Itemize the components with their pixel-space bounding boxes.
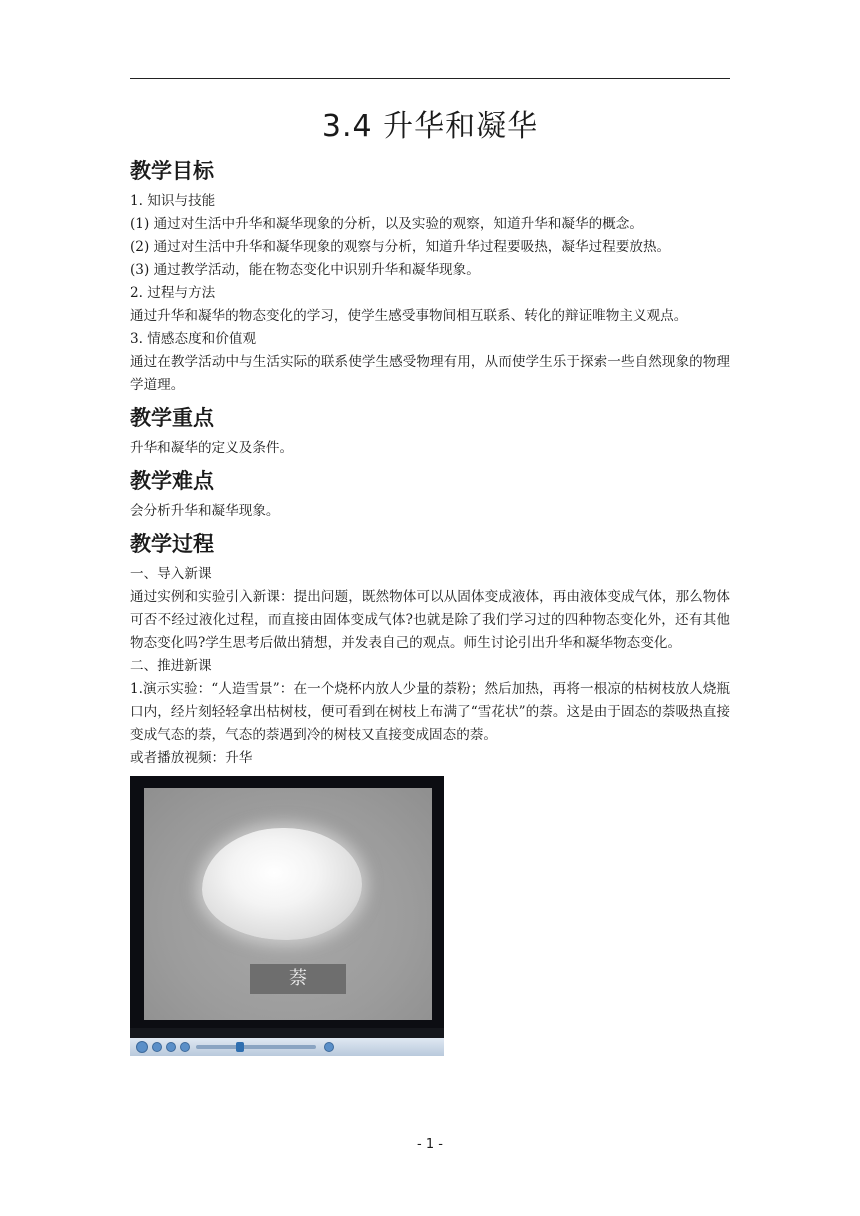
volume-icon[interactable]	[324, 1042, 334, 1052]
video-screenshot	[130, 776, 444, 1056]
video-caption: 萘	[250, 964, 346, 994]
goals-line: 2. 过程与方法	[130, 285, 216, 301]
video-frame	[144, 788, 432, 1020]
naphthalene-pile-image	[202, 828, 362, 940]
prev-icon[interactable]	[166, 1042, 176, 1052]
difficulties-text: 会分析升华和凝华现象。	[130, 503, 280, 519]
goals-line: (1) 通过对生活中升华和凝华现象的分析，以及实验的观察，知道升华和凝华的概念。	[130, 216, 643, 232]
goals-line: (2) 通过对生活中升华和凝华现象的观察与分析，知道升华过程要吸热，凝华过程要放热。	[130, 239, 671, 255]
process-line: 通过实例和实验引入新课：提出问题，既然物体可以从固体变成液体，再由液体变成气体，那么物体可否不经过液化过程，而直接由固体变成气体?也就是除了我们学习过的四种物态变化外，还有其他物态变化吗?学生思考后做出猜想，并发表自己的观点。师生讨论引出升华和凝华物态变化。	[130, 589, 730, 651]
next-icon[interactable]	[180, 1042, 190, 1052]
process-line: 或者播放视频：升华	[130, 750, 253, 766]
goals-line: 通过在教学活动中与生活实际的联系使学生感受物理有用，从而使学生乐于探索一些自然现象的物理学道理。	[130, 354, 730, 393]
page-number: - 1 -	[417, 1137, 443, 1152]
process-line: 二、推进新课	[130, 658, 212, 674]
play-icon[interactable]	[136, 1041, 148, 1053]
goals-line: 3. 情感态度和价值观	[130, 331, 257, 347]
heading-key-points: 教学重点	[130, 406, 214, 430]
goals-line: 1. 知识与技能	[130, 193, 216, 209]
heading-goals: 教学目标	[130, 159, 214, 183]
player-status-bar	[130, 1028, 444, 1038]
key-points-text: 升华和凝华的定义及条件。	[130, 440, 294, 456]
player-controls	[130, 1038, 444, 1056]
heading-process: 教学过程	[130, 532, 214, 556]
header-rule	[130, 78, 730, 79]
stop-icon[interactable]	[152, 1042, 162, 1052]
goals-line: 通过升华和凝华的物态变化的学习，使学生感受事物间相互联系、转化的辩证唯物主义观点。	[130, 308, 688, 324]
goals-line: (3) 通过教学活动，能在物态变化中识别升华和凝华现象。	[130, 262, 480, 278]
seek-thumb[interactable]	[236, 1042, 244, 1052]
process-line: 一、导入新课	[130, 566, 212, 582]
document-body	[130, 104, 730, 1056]
seek-bar[interactable]	[196, 1045, 316, 1049]
process-line: 1.演示实验：“人造雪景”：在一个烧杯内放人少量的萘粉；然后加热，再将一根凉的枯树枝放人烧瓶口内，经片刻轻轻拿出枯树枝，便可看到在树枝上布满了“雪花状”的萘。这是由于固态的萘吸热直接变成气态的萘，气态的萘遇到冷的树枝又直接变成固态的萘。	[130, 681, 730, 743]
page-title: 3.4 升华和凝华	[321, 109, 539, 144]
heading-difficulties: 教学难点	[130, 469, 214, 493]
